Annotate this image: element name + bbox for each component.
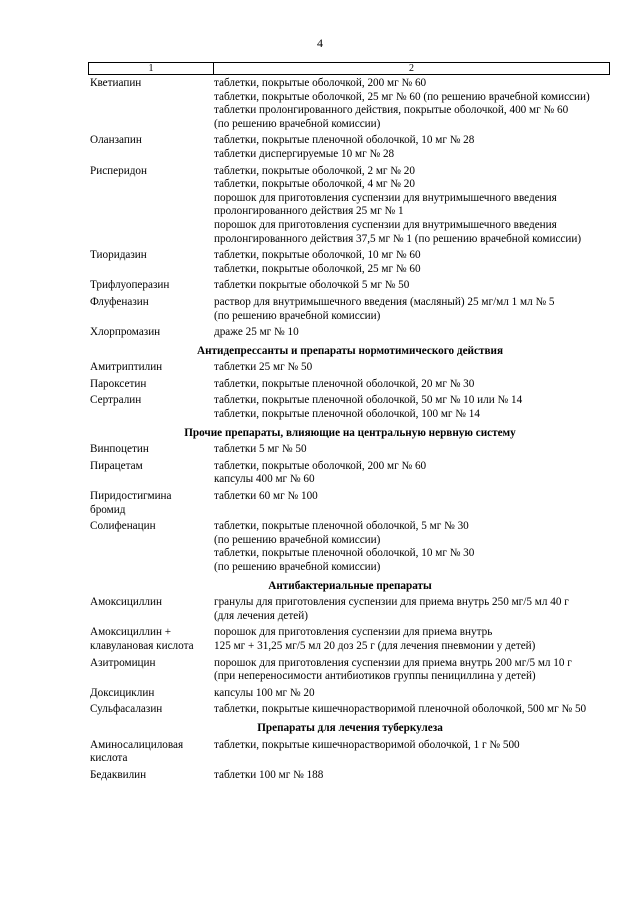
dosage-form [214,279,610,293]
dosage-forms [214,626,610,653]
dosage-form [214,687,610,701]
dosage-form [214,596,610,623]
drug-name-line: Сульфасалазин [90,703,163,716]
drug-row [90,165,610,247]
dosage-form [214,769,610,783]
drug-row [90,249,610,276]
dosage-form-line: пролонгированного действия 25 мг № 1 [214,205,404,218]
dosage-forms [214,279,610,293]
drug-name [90,77,214,131]
dosage-form [214,520,610,547]
dosage-form-line: таблетки, покрытые пленочной оболочкой, 20 мг № 30 [214,377,475,390]
drug-name-line: Тиоридазин [90,249,147,262]
drug-name-line: Хлорпромазин [90,326,161,339]
drug-name [90,626,214,653]
dosage-form [214,77,610,91]
dosage-forms [214,326,610,340]
dosage-form-line: (при непереносимости антибиотиков группы пенициллина у детей) [214,670,536,683]
drug-row [90,739,610,766]
dosage-form [214,91,610,105]
drug-row [90,326,610,340]
dosage-form-line: таблетки, покрытые оболочкой, 200 мг № 60 [214,77,427,89]
dosage-form-line: таблетки, покрытые кишечнорастворимой оболочкой, 1 г № 500 [214,738,520,751]
section-heading: Антибактериальные препараты [268,579,432,592]
dosage-forms [214,703,610,717]
dosage-form [214,657,610,684]
dosage-form-line: таблетки пролонгированного действия, покрытые оболочкой, 400 мг № 60 [214,104,569,117]
drug-name-line: Винпоцетин [90,443,149,456]
drug-name-line: Амоксициллин [90,596,162,609]
dosage-form-line: таблетки, покрытые оболочкой, 25 мг № 60 [214,262,421,275]
drug-row [90,279,610,293]
drug-row [90,490,610,517]
dosage-form-line: (по решению врачебной комиссии) [214,309,381,322]
dosage-forms [214,490,610,517]
drug-row [90,394,610,421]
dosage-forms [214,394,610,421]
drug-name-line: Аминосалициловая [90,738,184,751]
drug-name-line: Бедаквилин [90,768,147,781]
drug-name-line: Оланзапин [90,134,142,147]
dosage-form-line: таблетки, покрытые оболочкой, 4 мг № 20 [214,178,415,191]
drug-name [90,279,214,293]
dosage-form [214,192,610,219]
dosage-form-line: таблетки, покрытые пленочной оболочкой, 100 мг № 14 [214,408,480,421]
dosage-form-line: пролонгированного действия 37,5 мг № 1 (по решению врачебной комиссии) [214,232,582,245]
drug-name [90,165,214,247]
dosage-form [214,148,610,162]
dosage-form [214,134,610,148]
drug-name [90,596,214,623]
drug-name-line: кислота [90,752,128,765]
drug-name-line: Рисперидон [90,164,147,177]
dosage-form-line: (для лечения детей) [214,609,308,622]
dosage-form [214,394,610,408]
drug-name [90,134,214,161]
dosage-form [214,473,610,487]
drug-row [90,687,610,701]
dosage-form [214,490,610,504]
dosage-forms [214,739,610,766]
dosage-forms [214,77,610,131]
dosage-form-line: таблетки 25 мг № 50 [214,361,313,374]
dosage-form [214,443,610,457]
dosage-form-line: таблетки, покрытые пленочной оболочкой, 50 мг № 10 или № 14 [214,394,523,407]
drug-row [90,657,610,684]
drug-row [90,296,610,323]
dosage-forms [214,657,610,684]
drug-row [90,134,610,161]
dosage-form-line: капсулы 100 мг № 20 [214,686,315,699]
dosage-form [214,703,610,717]
dosage-form [214,378,610,392]
drug-name-line: Доксициклин [90,686,155,699]
drug-name-line: Пароксетин [90,377,147,390]
dosage-form-line: таблетки, покрытые пленочной оболочкой, 5 мг № 30 [214,520,469,533]
drug-name [90,394,214,421]
drug-row [90,703,610,717]
drug-name-line: клавулановая кислота [90,639,194,652]
drug-row [90,443,610,457]
drug-name-line: Флуфеназин [90,295,149,308]
drug-name [90,460,214,487]
dosage-form [214,219,610,246]
dosage-forms [214,361,610,375]
drug-name [90,490,214,517]
dosage-form-line: драже 25 мг № 10 [214,326,299,339]
dosage-form-line: порошок для приготовления суспензии для внутримышечного введения [214,218,557,231]
dosage-form-line: таблетки, покрытые пленочной оболочкой, 10 мг № 28 [214,134,475,147]
drug-name [90,657,214,684]
dosage-form-line: порошок для приготовления суспензии для приема внутрь [214,626,493,639]
dosage-form-line: (по решению врачебной комиссии) [214,533,381,546]
dosage-form-line: (по решению врачебной комиссии) [214,561,381,573]
drug-row [90,626,610,653]
dosage-form [214,547,610,574]
drug-row [90,460,610,487]
drug-name [90,378,214,392]
dosage-form-line: таблетки, покрытые пленочной оболочкой, 10 мг № 30 [214,547,475,560]
dosage-form [214,165,610,179]
section-heading: Препараты для лечения туберкулеза [257,721,443,734]
dosage-form [214,263,610,277]
dosage-forms [214,769,610,783]
dosage-forms [214,378,610,392]
dosage-form [214,249,610,263]
drug-name [90,326,214,340]
drug-row [90,596,610,623]
dosage-form-line: капсулы 400 мг № 60 [214,473,315,486]
dosage-form-line: 125 мг + 31,25 мг/5 мл 20 доз 25 г (для лечения пневмонии у детей) [214,639,536,652]
dosage-form-line: гранулы для приготовления суспензии для приема внутрь 250 мг/5 мл 40 г [214,596,569,609]
dosage-form-line: порошок для приготовления суспензии для внутримышечного введения [214,191,557,204]
drug-name [90,520,214,574]
drug-name [90,769,214,783]
drug-row [90,361,610,375]
drug-name-line: Пиридостигмина [90,490,172,503]
dosage-forms [214,687,610,701]
dosage-form-line: таблетки, покрытые оболочкой, 200 мг № 60 [214,459,427,472]
section-heading: Прочие препараты, влияющие на центральную нервную систему [184,426,516,439]
page-number: 4 [317,36,323,50]
dosage-form-line: раствор для внутримышечного введения (масляный) 25 мг/мл 1 мл № 5 [214,295,555,308]
drug-name [90,703,214,717]
dosage-form [214,626,610,653]
column-header-2: 2 [409,63,414,74]
dosage-form-line: таблетки, покрытые кишечнорастворимой пленочной оболочкой, 500 мг № 50 [214,703,587,716]
dosage-form-line: порошок для приготовления суспензии для приема внутрь 200 мг/5 мл 10 г [214,656,572,669]
drug-name-line: Азитромицин [90,656,156,669]
dosage-form [214,361,610,375]
drug-name [90,249,214,276]
dosage-form-line: таблетки, покрытые оболочкой, 10 мг № 60 [214,249,421,262]
drug-list-table [90,74,610,785]
drug-name-line: Сертралин [90,394,142,407]
dosage-form [214,408,610,422]
dosage-forms [214,165,610,247]
dosage-forms [214,596,610,623]
dosage-form-line: таблетки 5 мг № 50 [214,443,307,456]
column-header-1: 1 [88,63,214,74]
drug-name [90,739,214,766]
dosage-forms [214,134,610,161]
dosage-form-line: (по решению врачебной комиссии) [214,117,381,130]
dosage-forms [214,249,610,276]
drug-name-line: Амоксициллин + [90,626,172,639]
section-heading: Антидепрессанты и препараты нормотимического действия [196,344,504,357]
drug-row [90,378,610,392]
drug-name-line: бромид [90,503,126,516]
drug-name [90,443,214,457]
drug-name [90,361,214,375]
drug-name-line: Кветиапин [90,77,142,89]
drug-row [90,769,610,783]
dosage-form-line: таблетки 100 мг № 188 [214,768,324,781]
dosage-forms [214,296,610,323]
drug-row [90,520,610,574]
dosage-forms [214,520,610,574]
dosage-form [214,178,610,192]
dosage-form-line: таблетки диспергируемые 10 мг № 28 [214,147,395,160]
dosage-forms [214,460,610,487]
drug-name-line: Трифлуоперазин [90,279,170,292]
dosage-form [214,296,610,323]
drug-name [90,296,214,323]
drug-name-line: Пирацетам [90,459,143,472]
dosage-form-line: таблетки, покрытые оболочкой, 25 мг № 60 (по решению врачебной комиссии) [214,90,590,103]
dosage-forms [214,443,610,457]
dosage-form-line: таблетки 60 мг № 100 [214,490,318,503]
drug-name-line: Солифенацин [90,520,156,533]
drug-row [90,77,610,131]
dosage-form [214,326,610,340]
dosage-form-line: таблетки покрытые оболочкой 5 мг № 50 [214,279,410,292]
dosage-form [214,104,610,131]
dosage-form [214,460,610,474]
dosage-form [214,739,610,753]
drug-name [90,687,214,701]
drug-name-line: Амитриптилин [90,361,163,374]
dosage-form-line: таблетки, покрытые оболочкой, 2 мг № 20 [214,164,415,177]
